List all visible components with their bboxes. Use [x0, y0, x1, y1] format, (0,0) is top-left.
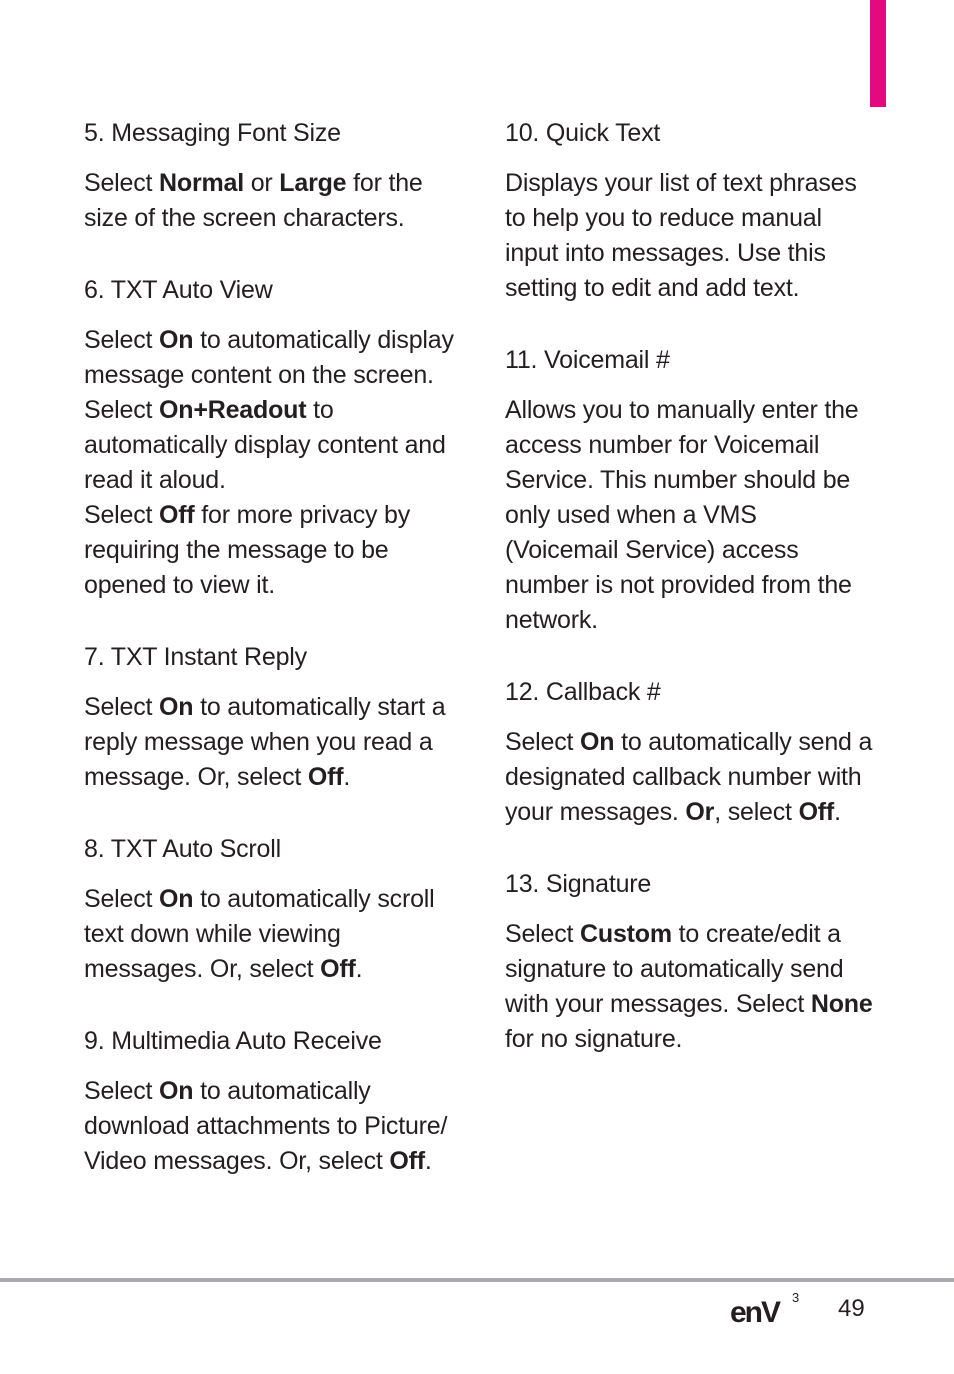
section-body: Allows you to manually enter the access number for Voicemail Service. This number should be only used when a VMS (Voicemail Service) access number is not provided from the network.	[505, 396, 859, 634]
env3-logo	[730, 1288, 806, 1332]
section-quick-text	[505, 116, 875, 306]
section-voicemail-number	[505, 343, 875, 638]
section-body: Select Off for more privacy by requiring the message to be opened to view it.	[84, 501, 411, 599]
section-body: Select On to automatically start a reply message when you read a message. Or, select Off.	[84, 693, 446, 791]
right-column	[505, 116, 875, 1057]
section-heading: 6. TXT Auto View	[84, 276, 273, 304]
page-number: 49	[838, 1295, 865, 1322]
footer-divider	[0, 1278, 954, 1282]
section-txt-auto-view	[84, 273, 454, 603]
section-body: Select On to automatically display message content on the screen.	[84, 326, 454, 389]
logo-brand-text: enV	[730, 1296, 780, 1329]
section-callback-number	[505, 675, 875, 830]
section-heading: 11. Voicemail #	[505, 346, 670, 374]
section-heading: 8. TXT Auto Scroll	[84, 835, 281, 863]
section-signature	[505, 867, 875, 1057]
section-body: Select Normal or Large for the size of the screen characters.	[84, 169, 423, 232]
section-txt-auto-scroll	[84, 832, 454, 987]
section-messaging-font-size	[84, 116, 454, 236]
section-body: Select On to automatically scroll text down while viewing messages. Or, select Off.	[84, 885, 435, 983]
section-heading: 9. Multimedia Auto Receive	[84, 1027, 382, 1055]
section-tab-marker	[870, 0, 886, 107]
section-body: Select Custom to create/edit a signature to automatically send with your messages. Select None for no signature.	[505, 920, 873, 1053]
section-heading: 5. Messaging Font Size	[84, 119, 341, 147]
logo-superscript: 3	[792, 1290, 800, 1305]
section-multimedia-auto-receive	[84, 1024, 454, 1179]
section-heading: 7. TXT Instant Reply	[84, 643, 307, 671]
section-txt-instant-reply	[84, 640, 454, 795]
left-column	[84, 116, 454, 1179]
section-body: Select On to automatically download attachments to Picture/ Video messages. Or, select Off.	[84, 1077, 448, 1175]
section-body: Select On+Readout to automatically display content and read it aloud.	[84, 396, 446, 494]
section-heading: 13. Signature	[505, 870, 652, 898]
section-body: Displays your list of text phrases to help you to reduce manual input into messages. Use this setting to edit and add text.	[505, 169, 857, 302]
section-body: Select On to automatically send a designated callback number with your messages. Or, select Off.	[505, 728, 873, 826]
section-heading: 10. Quick Text	[505, 119, 661, 147]
section-heading: 12. Callback #	[505, 678, 661, 706]
